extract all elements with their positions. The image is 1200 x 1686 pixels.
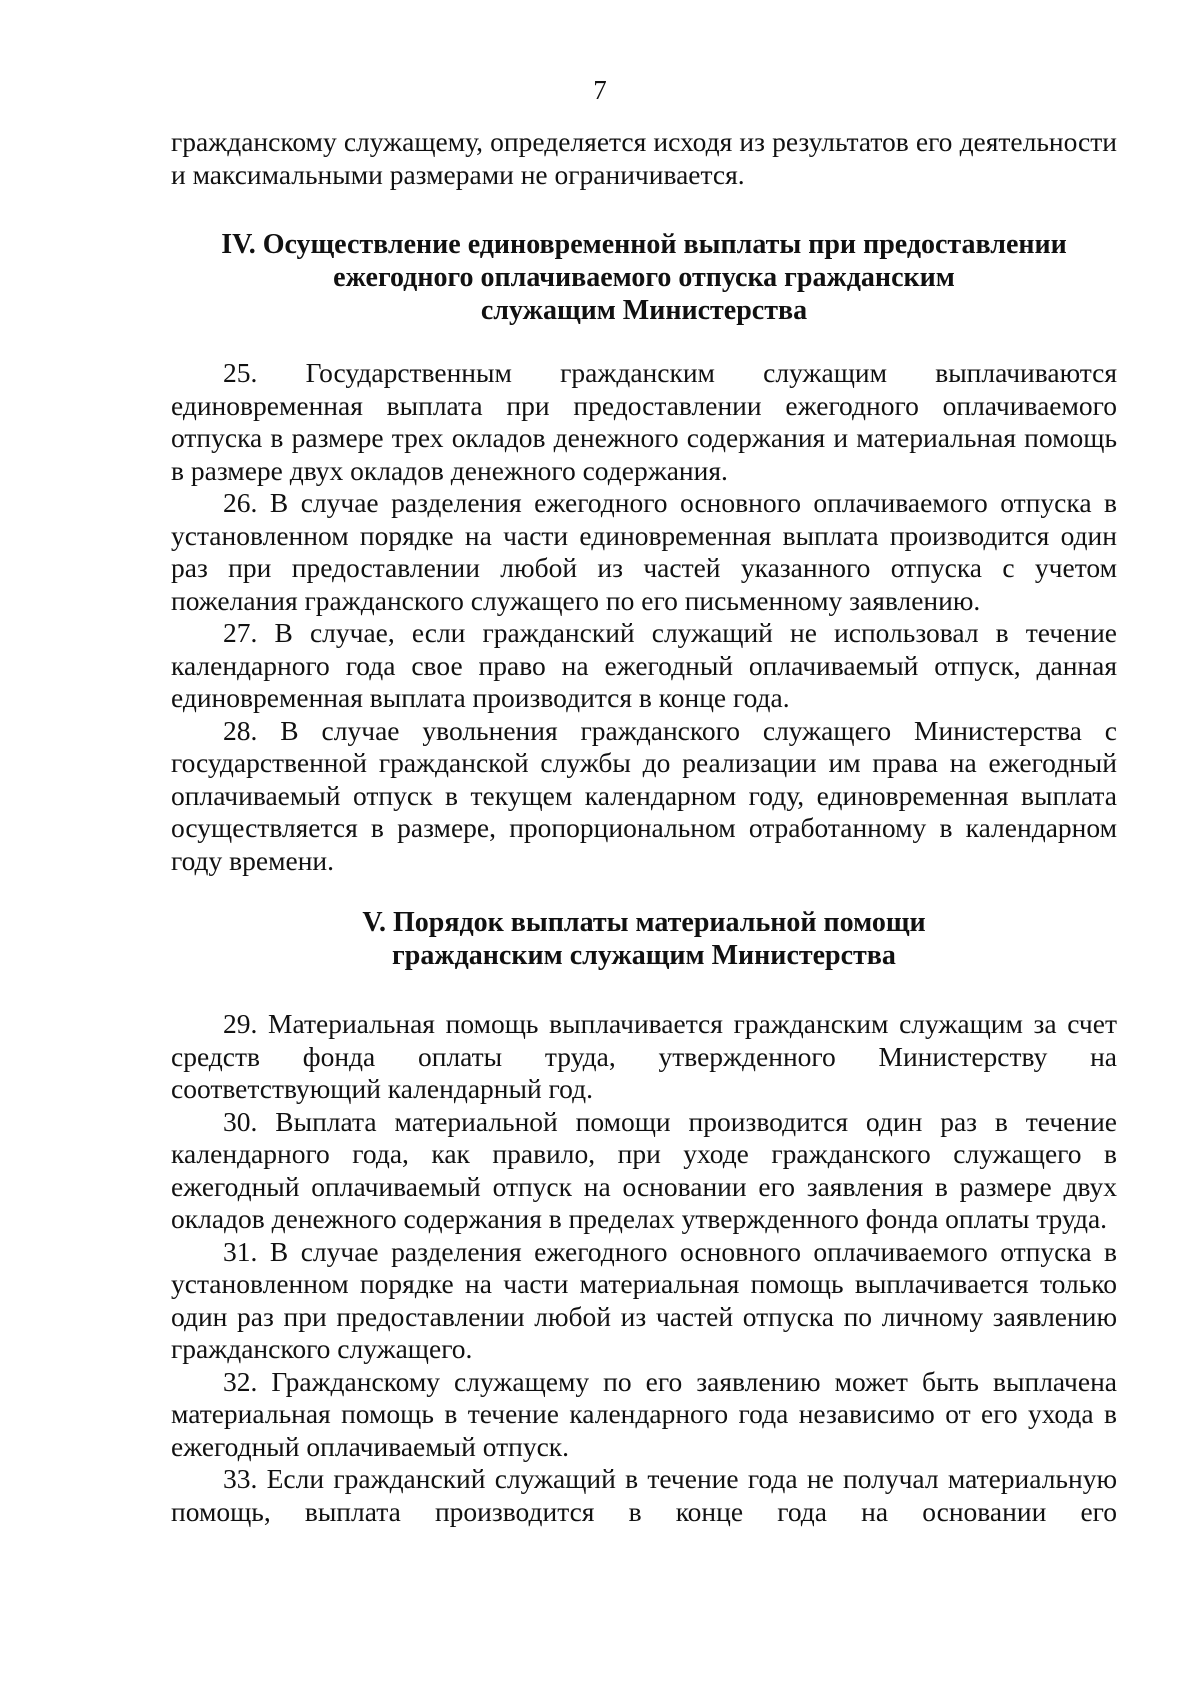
paragraph-28: 28. В случае увольнения гражданского служащего Министерства с государственной гражданской службы до реализации им права на ежегодный оплачиваемый отпуск в текущем календарном году, единовременная выплата осуществляется в размере, пропорциональном отработанному в календарном году времени.: [171, 714, 1117, 876]
paragraph-31: 31. В случае разделения ежегодного основного оплачиваемого отпуска в установленном порядке на части материальная помощь выплачивается только один раз при предоставлении любой из частей отпуска по личному заявлению гражданского служащего.: [171, 1235, 1117, 1364]
paragraph-30: 30. Выплата материальной помощи производится один раз в течение календарного года, как правило, при уходе гражданского служащего в ежегодный оплачиваемый отпуск на основании его заявления в размере двух окладов денежного содержания в пределах утвержденного фонда оплаты труда.: [171, 1105, 1117, 1234]
section-iv-heading-line: ежегодного оплачиваемого отпуска гражданским: [333, 262, 955, 293]
paragraph-25: 25. Государственным гражданским служащим выплачиваются единовременная выплата при предоставлении ежегодного оплачиваемого отпуска в размере трех окладов денежного содержания и материальная помощь в размере двух окладов денежного содержания.: [171, 357, 1117, 486]
section-iv-body: [171, 357, 1117, 877]
section-v-heading-line: V. Порядок выплаты материальной помощи: [362, 907, 926, 938]
section-iv-heading-line: служащим Министерства: [480, 295, 808, 326]
page-number: 7: [593, 75, 607, 105]
section-v-body: [171, 1008, 1117, 1528]
section-iv-heading-line: IV. Осуществление единовременной выплаты при предоставлении: [221, 229, 1067, 260]
paragraph-29: 29. Материальная помощь выплачивается гражданским служащим за счет средств фонда оплаты труда, утвержденного Министерству на соответствующий календарный год.: [171, 1008, 1117, 1104]
paragraph-32: 32. Гражданскому служащему по его заявлению может быть выплачена материальная помощь в течение календарного года независимо от его ухода в ежегодный оплачиваемый отпуск.: [171, 1365, 1117, 1462]
paragraph-26: 26. В случае разделения ежегодного основного оплачиваемого отпуска в установленном порядке на части единовременная выплата производится один раз при предоставлении любой из частей указанного отпуска с учетом пожелания гражданского служащего по его письменному заявлению.: [171, 487, 1117, 616]
intro-block: [171, 126, 1117, 191]
section-v-heading-line: гражданским служащим Министерства: [392, 940, 896, 971]
section-iv-heading: [171, 228, 1117, 327]
intro-paragraph: гражданскому служащему, определяется исходя из результатов его деятельности и максимальными размерами не ограничивается.: [171, 126, 1117, 190]
section-v-heading: [171, 906, 1117, 972]
paragraph-27: 27. В случае, если гражданский служащий не использовал в течение календарного года свое право на ежегодный оплачиваемый отпуск, данная единовременная выплата производится в конце года.: [171, 617, 1117, 713]
paragraph-33: 33. Если гражданский служащий в течение года не получал материальную помощь, выплата производится в конце года на основании его: [171, 1463, 1117, 1527]
